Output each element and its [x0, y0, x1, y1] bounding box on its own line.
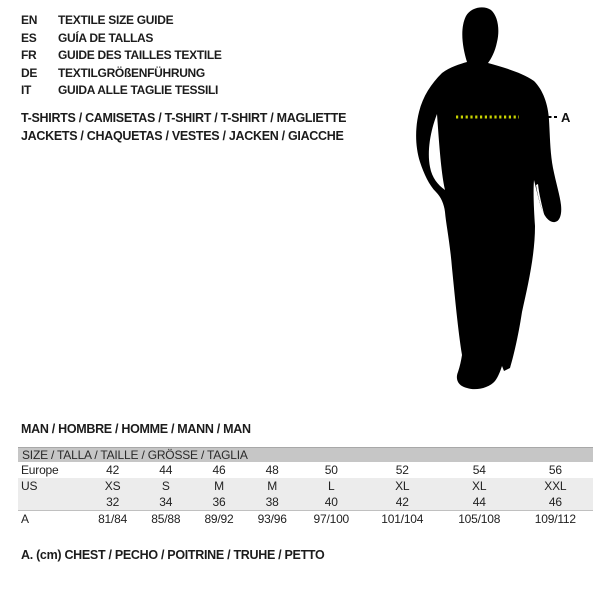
cell: 42 — [364, 494, 441, 511]
cell: 42 — [106, 463, 120, 477]
measurement-note: A. (cm) CHEST / PECHO / POITRINE / TRUHE / PETTO — [21, 548, 325, 562]
garment-categories — [21, 109, 346, 145]
cell: 48 — [265, 463, 279, 477]
cell: XXL — [518, 478, 593, 494]
language-row — [21, 12, 222, 30]
cell: 54 — [472, 463, 486, 477]
language-row — [21, 82, 222, 100]
row-label: A — [18, 511, 86, 528]
cell: 36 — [192, 494, 245, 511]
language-code: DE — [21, 65, 38, 80]
cell: XL — [364, 478, 441, 494]
cell: 46 — [518, 494, 593, 511]
cell: 46 — [212, 463, 226, 477]
language-row — [21, 47, 222, 65]
table-row-alt-sizes — [18, 494, 593, 511]
row-label — [18, 494, 86, 511]
language-code: ES — [21, 30, 37, 45]
cell: S — [139, 478, 192, 494]
cell: 50 — [324, 463, 338, 477]
cell: XL — [441, 478, 518, 494]
language-title: GUIDA ALLE TAGLIE TESSILI — [58, 83, 219, 97]
cell: M — [192, 478, 245, 494]
language-title: GUÍA DE TALLAS — [58, 30, 154, 45]
cell: 93/96 — [246, 511, 299, 528]
cell: 38 — [246, 494, 299, 511]
table-row-chest-cm — [18, 511, 593, 528]
measurement-label-a: A — [561, 110, 571, 125]
cell: XS — [86, 478, 139, 494]
cell: 56 — [548, 463, 562, 477]
row-label: Europe — [21, 463, 59, 477]
cell: 44 — [159, 463, 173, 477]
cell: 32 — [86, 494, 139, 511]
cell: M — [246, 478, 299, 494]
cell: 81/84 — [86, 511, 139, 528]
language-title-list — [21, 12, 222, 100]
category-line-tshirts: T-SHIRTS / CAMISETAS / T-SHIRT / T-SHIRT / MAGLIETTE — [21, 111, 347, 125]
size-table-header: SIZE / TALLA / TAILLE / GRÖSSE / TAGLIA — [18, 448, 593, 463]
size-table-header-row — [18, 448, 593, 463]
language-row — [21, 30, 222, 48]
language-code: IT — [21, 83, 32, 97]
cell: 97/100 — [299, 511, 364, 528]
table-row-europe — [18, 462, 593, 478]
cell: 34 — [139, 494, 192, 511]
language-title: TEXTILE SIZE GUIDE — [58, 13, 174, 27]
cell: 101/104 — [364, 511, 441, 528]
cell: 105/108 — [441, 511, 518, 528]
cell: L — [299, 478, 364, 494]
cell: 52 — [395, 463, 409, 477]
language-code: FR — [21, 48, 37, 62]
cell: 89/92 — [192, 511, 245, 528]
cell: 85/88 — [139, 511, 192, 528]
row-label: US — [18, 478, 86, 494]
cell: 44 — [441, 494, 518, 511]
table-row-us — [18, 478, 593, 494]
language-title: GUIDE DES TAILLES TEXTILE — [58, 48, 222, 62]
cell: 109/112 — [518, 511, 593, 528]
size-table — [18, 447, 593, 527]
language-title: TEXTILGRÖßENFÜHRUNG — [58, 65, 205, 80]
gender-heading: MAN / HOMBRE / HOMME / MANN / MAN — [21, 422, 251, 436]
cell: 40 — [299, 494, 364, 511]
language-row — [21, 65, 222, 83]
language-code: EN — [21, 13, 38, 27]
man-silhouette-figure — [405, 0, 585, 400]
category-line-jackets: JACKETS / CHAQUETAS / VESTES / JACKEN / GIACCHE — [21, 129, 344, 143]
